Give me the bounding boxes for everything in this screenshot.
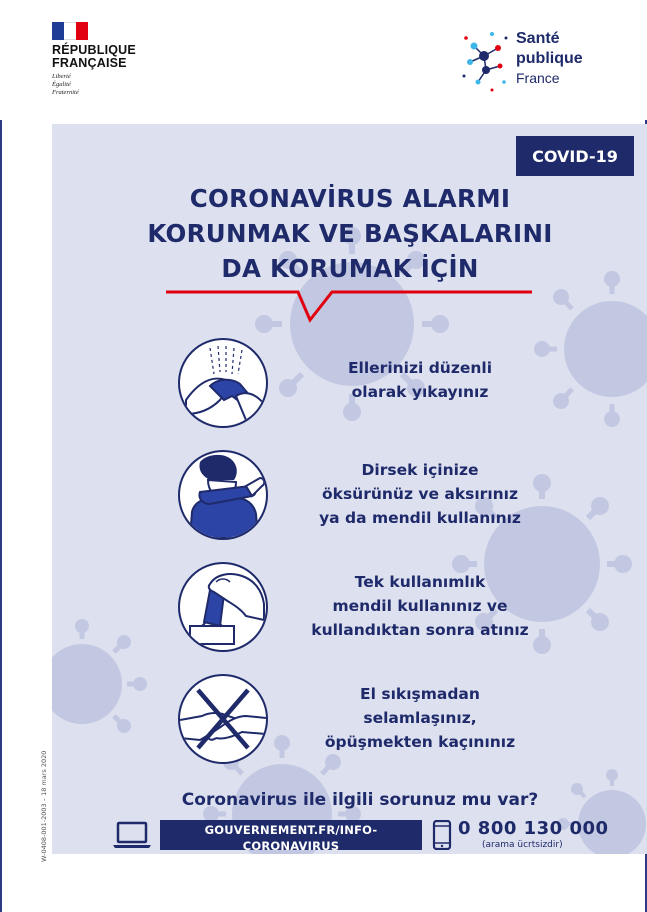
item-2-line-1: Dirsek içinize (361, 461, 479, 479)
tissue-box-icon (178, 562, 268, 652)
sante-label: Santé (516, 30, 560, 47)
phone-icon (432, 820, 452, 850)
french-flag-icon (52, 22, 88, 40)
item-3-line-1: Tek kullanımlık (354, 573, 486, 591)
phone-note: (arama ücrtsizdir) (482, 840, 563, 850)
france-label: France (516, 70, 560, 86)
item-4-text (280, 682, 560, 754)
publique-label: publique (516, 50, 583, 67)
virus-decoration-6 (557, 769, 646, 854)
item-3-line-3: kullandıktan sonra atınız (311, 621, 529, 639)
item-3-line-2: mendil kullanınız ve (332, 597, 508, 615)
covid-badge: COVID-19 (516, 136, 634, 176)
info-url[interactable]: GOUVERNEMENT.FR/INFO-CORONAVIRUS (204, 823, 378, 853)
motto-egalite: Égalité (52, 81, 71, 88)
question-text: Coronavirus ile ilgili sorunuz mu var? (181, 790, 539, 810)
republique-francaise-logo (52, 22, 162, 97)
speech-bubble-underline (160, 286, 540, 326)
item-4-line-2: selamlaşınız, (363, 709, 477, 727)
item-3-text (280, 570, 560, 642)
republique-name: RÉPUBLIQUE FRANÇAISE (52, 43, 136, 70)
info-url-note: (BİLGİLER FRANSIZCA VERİLMEKTEDİR) (214, 854, 368, 862)
laptop-icon (112, 820, 152, 850)
item-1-line-2: olarak yıkayınız (351, 383, 489, 401)
motto-fraternite: Fraternité (52, 89, 79, 96)
virus-decoration-5 (52, 619, 147, 733)
item-2-text (280, 458, 560, 530)
republique-motto (52, 73, 162, 97)
title-line-3: DA KORUMAK İÇİN (221, 254, 479, 283)
molecule-logo-icon (462, 26, 516, 96)
item-1-line-1: Ellerinizi düzenli (347, 359, 493, 377)
motto-liberte: Liberté (52, 73, 71, 80)
info-url-link[interactable] (160, 820, 422, 862)
hand-washing-icon (178, 338, 268, 428)
left-border (0, 0, 2, 912)
item-4-line-1: El sıkışmadan (360, 685, 480, 703)
sante-publique-logo (462, 26, 612, 96)
phone-number[interactable]: 0 800 130 000 (458, 818, 609, 839)
document-code: W-0408-001-2003 – 18 mars 2020 (40, 750, 48, 862)
item-1-text (280, 356, 560, 404)
cough-in-elbow-icon (178, 450, 268, 540)
item-2-line-3: ya da mendil kullanınız (319, 509, 521, 527)
item-4-line-3: öpüşmekten kaçınınız (324, 733, 516, 751)
title-line-1: CORONAVİRUS ALARMI (189, 184, 511, 213)
item-2-line-2: öksürünüz ve aksırınız (321, 485, 519, 503)
no-handshake-icon (178, 674, 268, 764)
title-line-2: KORUNMAK VE BAŞKALARINI (147, 219, 553, 248)
header (0, 0, 647, 120)
